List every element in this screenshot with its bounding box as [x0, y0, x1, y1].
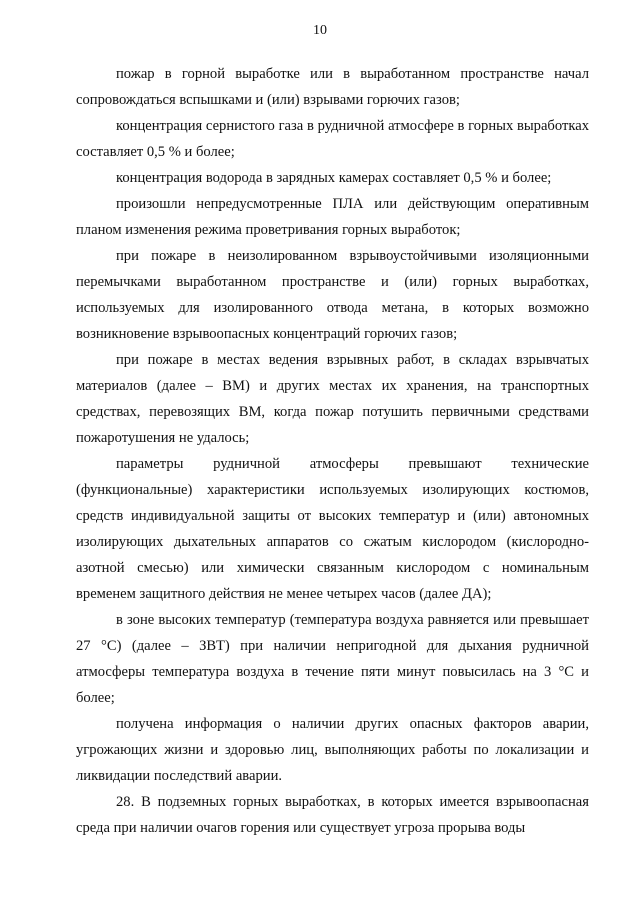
paragraph-high-temperature-zone: в зоне высоких температур (температура воздуха равняется или превышает 27 °С) (далее – ЗВТ) при наличии непригодной для дыхания рудничной атмосферы температура воздуха в течение пяти минут повысилась на 3 °С и более; — [76, 612, 589, 706]
paragraph-hydrogen: концентрация водорода в зарядных камерах составляет 0,5 % и более; — [116, 170, 552, 186]
paragraph-ventilation-change: произошли непредусмотренные ПЛА или действующим оперативным планом изменения режима проветривания горных выработок; — [76, 196, 589, 238]
paragraph-other-hazards: получена информация о наличии других опасных факторов аварии, угрожающих жизни и здоровью лиц, выполняющих работы по локализации и ликвидации последствий аварии. — [76, 716, 589, 784]
page-number: 10 — [313, 23, 327, 38]
paragraph-item-28: 28. В подземных горных выработках, в которых имеется взрывоопасная среда при наличии очагов горения или существует угроза прорыва воды — [76, 794, 589, 836]
paragraph-unisolated-space: при пожаре в неизолированном взрывоустойчивыми изоляционными перемычками выработанном пространстве и (или) горных выработках, используемых для изолированного отвода метана, в которых возможно возникновение взрывоопасных концентраций горючих газов; — [76, 248, 589, 342]
paragraph-blasting-fire: при пожаре в местах ведения взрывных работ, в складах взрывчатых материалов (далее – ВМ) и других местах их хранения, на транспортных средствах, перевозящих ВМ, когда пожар потушить первичными средствами пожаротушения не удалось; — [76, 352, 589, 446]
document-body — [76, 61, 589, 841]
paragraph-sulfur-gas: концентрация сернистого газа в рудничной атмосфере в горных выработках составляет 0,5 % и более; — [76, 118, 589, 160]
paragraph-fire-explosions: пожар в горной выработке или в выработанном пространстве начал сопровождаться вспышками и (или) взрывами горючих газов; — [76, 66, 589, 108]
paragraph-atmosphere-parameters: параметры рудничной атмосферы превышают технические (функциональные) характеристики используемых изолирующих костюмов, средств индивидуальной защиты от высоких температур и (или) автономных изолирующих дыхательных аппаратов со сжатым кислородом (кислородно-азотной смесью) или химически связанным кислородом с номинальным временем защитного действия не менее четырех часов (далее ДА); — [76, 456, 589, 602]
